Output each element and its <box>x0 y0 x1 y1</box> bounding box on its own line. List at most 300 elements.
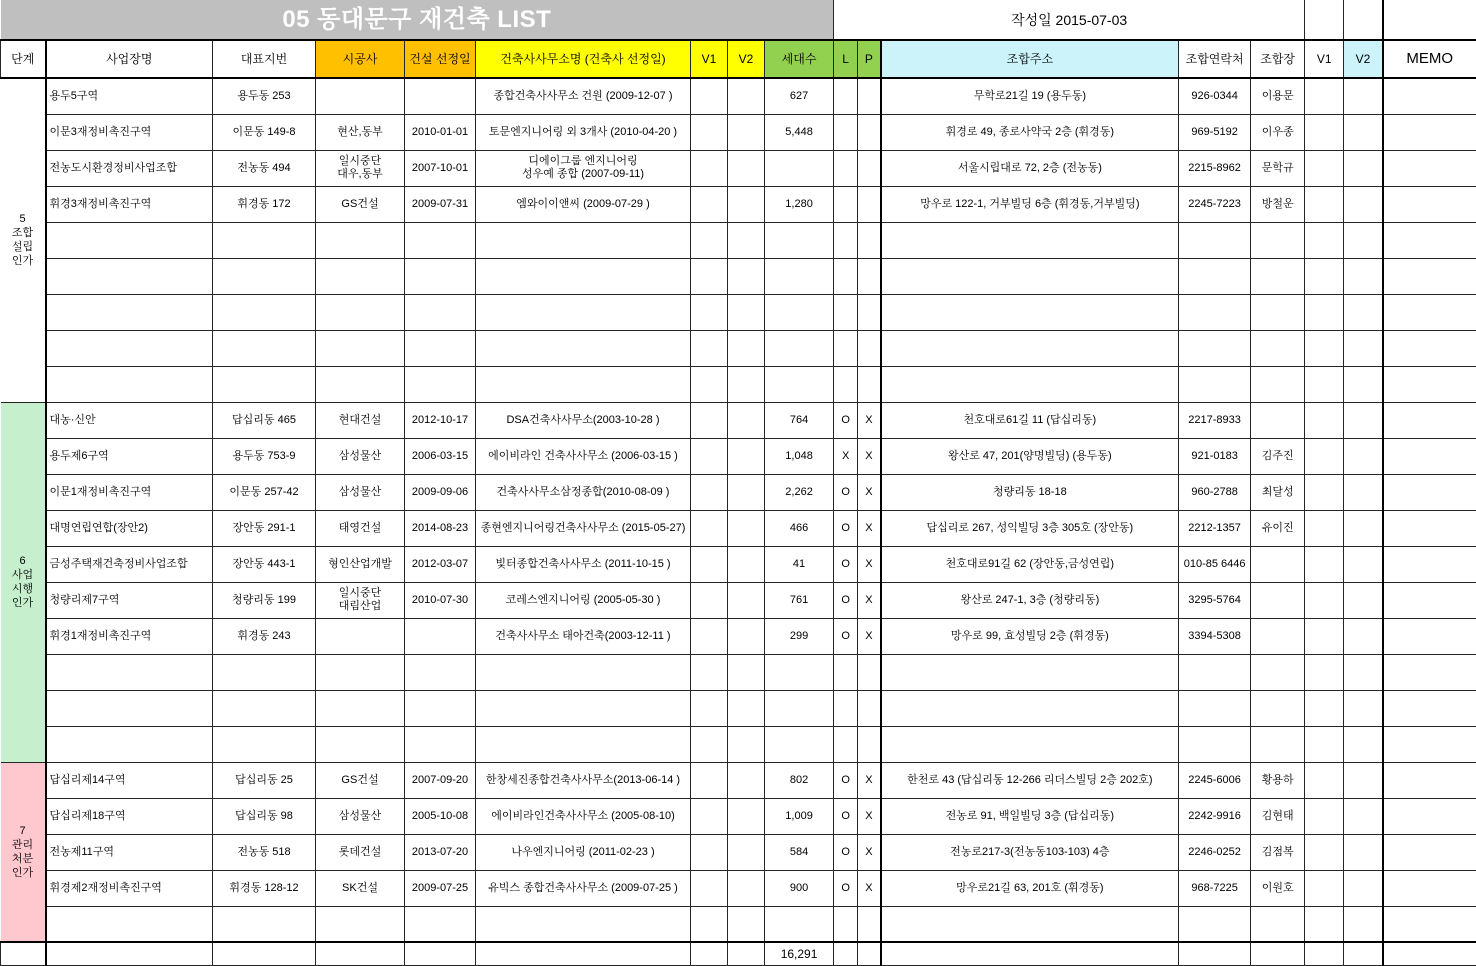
households-cell[interactable] <box>765 150 834 186</box>
households-cell[interactable] <box>765 906 834 942</box>
lot-number-cell[interactable] <box>213 330 316 366</box>
households-cell[interactable]: 627 <box>765 78 834 114</box>
v2-cell[interactable] <box>728 438 765 474</box>
lot-number-cell[interactable] <box>213 294 316 330</box>
lot-number-cell[interactable]: 전농동 494 <box>213 150 316 186</box>
union-phone-cell[interactable]: 2212-1357 <box>1179 510 1251 546</box>
contractor-cell[interactable]: 태영건설 <box>316 510 405 546</box>
union-address-cell[interactable]: 무학로21길 19 (용두동) <box>881 78 1179 114</box>
households-cell[interactable]: 761 <box>765 582 834 618</box>
v2-status-cell[interactable] <box>1344 114 1383 150</box>
p-flag-cell[interactable]: X <box>858 402 881 438</box>
memo-cell[interactable] <box>1383 654 1476 690</box>
v1-cell[interactable] <box>691 222 728 258</box>
title-row-empty-cell[interactable] <box>1344 0 1383 40</box>
project-name-cell[interactable] <box>46 222 213 258</box>
union-chairman-cell[interactable]: 이용문 <box>1251 78 1305 114</box>
union-address-cell[interactable]: 망우로21길 63, 201호 (휘경동) <box>881 870 1179 906</box>
memo-cell[interactable] <box>1383 150 1476 186</box>
v2-cell[interactable] <box>728 186 765 222</box>
project-name-cell[interactable] <box>46 258 213 294</box>
v1-status-cell[interactable] <box>1305 690 1344 726</box>
architect-office-cell[interactable]: 종합건축사사무소 건원 (2009-12-07 ) <box>476 78 691 114</box>
architect-office-cell[interactable]: DSA건축사사무소(2003-10-28 ) <box>476 402 691 438</box>
v2-status-cell[interactable] <box>1344 510 1383 546</box>
l-flag-cell[interactable]: X <box>834 438 858 474</box>
memo-cell[interactable] <box>1383 402 1476 438</box>
title-row-empty-cell[interactable] <box>1383 0 1476 40</box>
p-flag-cell[interactable]: X <box>858 474 881 510</box>
header-contractor-date[interactable]: 건설 선정일 <box>405 40 476 78</box>
architect-office-cell[interactable] <box>476 726 691 762</box>
contractor-date-cell[interactable] <box>405 78 476 114</box>
project-name-cell[interactable]: 휘경3재정비촉진구역 <box>46 186 213 222</box>
total-row-empty-cell[interactable] <box>1251 942 1305 965</box>
v2-status-cell[interactable] <box>1344 474 1383 510</box>
v2-cell[interactable] <box>728 834 765 870</box>
union-phone-cell[interactable] <box>1179 906 1251 942</box>
architect-office-cell[interactable]: 토문엔지니어링 외 3개사 (2010-04-20 ) <box>476 114 691 150</box>
union-chairman-cell[interactable]: 유이진 <box>1251 510 1305 546</box>
union-address-cell[interactable]: 전농로217-3(전농동103-103) 4층 <box>881 834 1179 870</box>
v1-cell[interactable] <box>691 582 728 618</box>
households-total[interactable]: 16,291 <box>765 942 834 965</box>
contractor-cell[interactable] <box>316 294 405 330</box>
v2-status-cell[interactable] <box>1344 438 1383 474</box>
contractor-cell[interactable] <box>316 258 405 294</box>
contractor-cell[interactable] <box>316 618 405 654</box>
v1-cell[interactable] <box>691 78 728 114</box>
architect-office-cell[interactable]: 종현엔지니어링건축사사무소 (2015-05-27) <box>476 510 691 546</box>
union-address-cell[interactable] <box>881 654 1179 690</box>
v1-cell[interactable] <box>691 402 728 438</box>
union-phone-cell[interactable]: 3295-5764 <box>1179 582 1251 618</box>
union-address-cell[interactable]: 서울시립대로 72, 2층 (전농동) <box>881 150 1179 186</box>
total-row-empty-cell[interactable] <box>1305 942 1344 965</box>
v2-cell[interactable] <box>728 546 765 582</box>
v1-cell[interactable] <box>691 114 728 150</box>
v2-status-cell[interactable] <box>1344 150 1383 186</box>
header-v1-status[interactable]: V1 <box>1305 40 1344 78</box>
l-flag-cell[interactable]: O <box>834 618 858 654</box>
v2-status-cell[interactable] <box>1344 762 1383 798</box>
union-phone-cell[interactable]: 2242-9916 <box>1179 798 1251 834</box>
households-cell[interactable]: 5,448 <box>765 114 834 150</box>
union-phone-cell[interactable] <box>1179 726 1251 762</box>
contractor-date-cell[interactable]: 2013-07-20 <box>405 834 476 870</box>
v1-status-cell[interactable] <box>1305 726 1344 762</box>
v2-cell[interactable] <box>728 582 765 618</box>
project-name-cell[interactable]: 용두5구역 <box>46 78 213 114</box>
p-flag-cell[interactable] <box>858 330 881 366</box>
union-phone-cell[interactable]: 969-5192 <box>1179 114 1251 150</box>
v2-cell[interactable] <box>728 78 765 114</box>
p-flag-cell[interactable]: X <box>858 510 881 546</box>
v1-status-cell[interactable] <box>1305 654 1344 690</box>
lot-number-cell[interactable]: 전농동 518 <box>213 834 316 870</box>
v1-cell[interactable] <box>691 510 728 546</box>
v2-status-cell[interactable] <box>1344 870 1383 906</box>
union-chairman-cell[interactable]: 김주진 <box>1251 438 1305 474</box>
l-flag-cell[interactable]: O <box>834 546 858 582</box>
union-phone-cell[interactable] <box>1179 258 1251 294</box>
households-cell[interactable]: 41 <box>765 546 834 582</box>
v2-cell[interactable] <box>728 870 765 906</box>
union-address-cell[interactable] <box>881 222 1179 258</box>
p-flag-cell[interactable] <box>858 726 881 762</box>
l-flag-cell[interactable] <box>834 150 858 186</box>
architect-office-cell[interactable]: 엠와이이앤씨 (2009-07-29 ) <box>476 186 691 222</box>
v1-cell[interactable] <box>691 330 728 366</box>
union-phone-cell[interactable]: 960-2788 <box>1179 474 1251 510</box>
v2-cell[interactable] <box>728 618 765 654</box>
l-flag-cell[interactable]: O <box>834 474 858 510</box>
v1-cell[interactable] <box>691 258 728 294</box>
project-name-cell[interactable]: 대명연립연합(장안2) <box>46 510 213 546</box>
project-name-cell[interactable] <box>46 330 213 366</box>
v2-cell[interactable] <box>728 366 765 402</box>
v1-status-cell[interactable] <box>1305 402 1344 438</box>
architect-office-cell[interactable]: 건축사사무소삼정종합(2010-08-09 ) <box>476 474 691 510</box>
stage-cell[interactable]: 7 관리 처분 인가 <box>1 762 46 942</box>
contractor-date-cell[interactable] <box>405 366 476 402</box>
l-flag-cell[interactable]: O <box>834 402 858 438</box>
memo-cell[interactable] <box>1383 330 1476 366</box>
v2-cell[interactable] <box>728 690 765 726</box>
l-flag-cell[interactable] <box>834 294 858 330</box>
contractor-cell[interactable]: 삼성물산 <box>316 798 405 834</box>
v1-cell[interactable] <box>691 186 728 222</box>
union-chairman-cell[interactable]: 최달성 <box>1251 474 1305 510</box>
v2-cell[interactable] <box>728 222 765 258</box>
v1-status-cell[interactable] <box>1305 834 1344 870</box>
v1-status-cell[interactable] <box>1305 546 1344 582</box>
architect-office-cell[interactable] <box>476 330 691 366</box>
p-flag-cell[interactable]: X <box>858 438 881 474</box>
union-phone-cell[interactable]: 2245-7223 <box>1179 186 1251 222</box>
l-flag-cell[interactable] <box>834 654 858 690</box>
contractor-cell[interactable]: GS건설 <box>316 762 405 798</box>
v1-status-cell[interactable] <box>1305 294 1344 330</box>
lot-number-cell[interactable]: 이문동 149-8 <box>213 114 316 150</box>
total-row-empty-cell[interactable] <box>834 942 858 965</box>
v2-cell[interactable] <box>728 654 765 690</box>
lot-number-cell[interactable] <box>213 690 316 726</box>
project-name-cell[interactable]: 이문1재정비촉진구역 <box>46 474 213 510</box>
union-phone-cell[interactable]: 968-7225 <box>1179 870 1251 906</box>
memo-cell[interactable] <box>1383 294 1476 330</box>
contractor-cell[interactable]: 삼성물산 <box>316 438 405 474</box>
project-name-cell[interactable] <box>46 726 213 762</box>
households-cell[interactable]: 2,262 <box>765 474 834 510</box>
memo-cell[interactable] <box>1383 474 1476 510</box>
header-contractor[interactable]: 시공사 <box>316 40 405 78</box>
contractor-cell[interactable]: 일시중단 대림산업 <box>316 582 405 618</box>
contractor-date-cell[interactable]: 2009-07-25 <box>405 870 476 906</box>
v2-status-cell[interactable] <box>1344 654 1383 690</box>
lot-number-cell[interactable] <box>213 222 316 258</box>
contractor-date-cell[interactable] <box>405 618 476 654</box>
project-name-cell[interactable]: 용두제6구역 <box>46 438 213 474</box>
total-row-empty-cell[interactable] <box>213 942 316 965</box>
union-chairman-cell[interactable] <box>1251 402 1305 438</box>
contractor-date-cell[interactable]: 2010-07-30 <box>405 582 476 618</box>
p-flag-cell[interactable] <box>858 906 881 942</box>
l-flag-cell[interactable] <box>834 222 858 258</box>
l-flag-cell[interactable] <box>834 690 858 726</box>
header-union-chairman[interactable]: 조합장 <box>1251 40 1305 78</box>
header-p[interactable]: P <box>858 40 881 78</box>
memo-cell[interactable] <box>1383 366 1476 402</box>
union-address-cell[interactable]: 망우로 122-1, 거부빌딩 6층 (휘경동,거부빌딩) <box>881 186 1179 222</box>
v2-cell[interactable] <box>728 726 765 762</box>
union-address-cell[interactable]: 망우로 99, 효성빌딩 2층 (휘경동) <box>881 618 1179 654</box>
union-chairman-cell[interactable]: 황용하 <box>1251 762 1305 798</box>
contractor-date-cell[interactable] <box>405 294 476 330</box>
header-architect-office[interactable]: 건축사사무소명 (건축사 선정일) <box>476 40 691 78</box>
v1-status-cell[interactable] <box>1305 114 1344 150</box>
p-flag-cell[interactable] <box>858 78 881 114</box>
union-chairman-cell[interactable]: 문학규 <box>1251 150 1305 186</box>
p-flag-cell[interactable]: X <box>858 618 881 654</box>
union-chairman-cell[interactable] <box>1251 222 1305 258</box>
union-address-cell[interactable] <box>881 366 1179 402</box>
l-flag-cell[interactable] <box>834 330 858 366</box>
architect-office-cell[interactable]: 건축사사무소 태아건축(2003-12-11 ) <box>476 618 691 654</box>
contractor-date-cell[interactable]: 2007-09-20 <box>405 762 476 798</box>
contractor-cell[interactable]: 일시중단 대우,동부 <box>316 150 405 186</box>
v1-status-cell[interactable] <box>1305 870 1344 906</box>
project-name-cell[interactable] <box>46 906 213 942</box>
union-chairman-cell[interactable] <box>1251 618 1305 654</box>
total-row-empty-cell[interactable] <box>476 942 691 965</box>
project-name-cell[interactable]: 전농제11구역 <box>46 834 213 870</box>
project-name-cell[interactable] <box>46 366 213 402</box>
union-chairman-cell[interactable]: 이원호 <box>1251 870 1305 906</box>
l-flag-cell[interactable]: O <box>834 582 858 618</box>
lot-number-cell[interactable]: 휘경동 128-12 <box>213 870 316 906</box>
l-flag-cell[interactable]: O <box>834 834 858 870</box>
v2-status-cell[interactable] <box>1344 690 1383 726</box>
union-chairman-cell[interactable] <box>1251 258 1305 294</box>
union-address-cell[interactable]: 왕산로 47, 201(양명빌딩) (용두동) <box>881 438 1179 474</box>
lot-number-cell[interactable]: 답십리동 25 <box>213 762 316 798</box>
union-address-cell[interactable] <box>881 330 1179 366</box>
lot-number-cell[interactable]: 용두동 753-9 <box>213 438 316 474</box>
contractor-date-cell[interactable]: 2005-10-08 <box>405 798 476 834</box>
lot-number-cell[interactable] <box>213 258 316 294</box>
architect-office-cell[interactable]: 빛터종합건축사사무소 (2011-10-15 ) <box>476 546 691 582</box>
v2-status-cell[interactable] <box>1344 618 1383 654</box>
v2-cell[interactable] <box>728 258 765 294</box>
v1-status-cell[interactable] <box>1305 798 1344 834</box>
contractor-cell[interactable] <box>316 78 405 114</box>
total-row-empty-cell[interactable] <box>316 942 405 965</box>
contractor-cell[interactable] <box>316 366 405 402</box>
lot-number-cell[interactable]: 휘경동 172 <box>213 186 316 222</box>
union-address-cell[interactable]: 천호대로91길 62 (장안동,금성연립) <box>881 546 1179 582</box>
union-phone-cell[interactable]: 926-0344 <box>1179 78 1251 114</box>
contractor-date-cell[interactable]: 2009-07-31 <box>405 186 476 222</box>
contractor-cell[interactable] <box>316 654 405 690</box>
households-cell[interactable] <box>765 726 834 762</box>
header-union-phone[interactable]: 조합연락처 <box>1179 40 1251 78</box>
union-phone-cell[interactable] <box>1179 366 1251 402</box>
v1-status-cell[interactable] <box>1305 474 1344 510</box>
households-cell[interactable]: 1,280 <box>765 186 834 222</box>
union-phone-cell[interactable] <box>1179 690 1251 726</box>
contractor-cell[interactable] <box>316 222 405 258</box>
lot-number-cell[interactable]: 답십리동 465 <box>213 402 316 438</box>
households-cell[interactable]: 584 <box>765 834 834 870</box>
total-row-empty-cell[interactable] <box>405 942 476 965</box>
v1-cell[interactable] <box>691 438 728 474</box>
v1-cell[interactable] <box>691 474 728 510</box>
architect-office-cell[interactable]: 코레스엔지니어링 (2005-05-30 ) <box>476 582 691 618</box>
l-flag-cell[interactable] <box>834 186 858 222</box>
v1-status-cell[interactable] <box>1305 78 1344 114</box>
memo-cell[interactable] <box>1383 690 1476 726</box>
total-row-empty-cell[interactable] <box>1 942 46 965</box>
union-phone-cell[interactable]: 2215-8962 <box>1179 150 1251 186</box>
v1-cell[interactable] <box>691 654 728 690</box>
p-flag-cell[interactable] <box>858 258 881 294</box>
v1-cell[interactable] <box>691 294 728 330</box>
memo-cell[interactable] <box>1383 78 1476 114</box>
header-lot-number[interactable]: 대표지번 <box>213 40 316 78</box>
architect-office-cell[interactable] <box>476 258 691 294</box>
union-phone-cell[interactable] <box>1179 294 1251 330</box>
project-name-cell[interactable]: 답십리제14구역 <box>46 762 213 798</box>
households-cell[interactable]: 466 <box>765 510 834 546</box>
v1-status-cell[interactable] <box>1305 186 1344 222</box>
architect-office-cell[interactable]: 에이비라인 건축사사무소 (2006-03-15 ) <box>476 438 691 474</box>
p-flag-cell[interactable] <box>858 294 881 330</box>
l-flag-cell[interactable] <box>834 906 858 942</box>
v2-status-cell[interactable] <box>1344 726 1383 762</box>
memo-cell[interactable] <box>1383 762 1476 798</box>
p-flag-cell[interactable]: X <box>858 834 881 870</box>
header-v2-status[interactable]: V2 <box>1344 40 1383 78</box>
p-flag-cell[interactable] <box>858 150 881 186</box>
total-row-empty-cell[interactable] <box>46 942 213 965</box>
union-chairman-cell[interactable] <box>1251 726 1305 762</box>
v2-status-cell[interactable] <box>1344 258 1383 294</box>
v1-status-cell[interactable] <box>1305 150 1344 186</box>
l-flag-cell[interactable] <box>834 366 858 402</box>
total-row-empty-cell[interactable] <box>691 942 728 965</box>
v2-cell[interactable] <box>728 294 765 330</box>
stage-cell[interactable]: 5 조합 설립 인가 <box>1 78 46 402</box>
l-flag-cell[interactable]: O <box>834 510 858 546</box>
v1-status-cell[interactable] <box>1305 618 1344 654</box>
architect-office-cell[interactable] <box>476 906 691 942</box>
v1-status-cell[interactable] <box>1305 510 1344 546</box>
v2-cell[interactable] <box>728 762 765 798</box>
union-phone-cell[interactable]: 010-85 6446 <box>1179 546 1251 582</box>
contractor-date-cell[interactable] <box>405 654 476 690</box>
v2-cell[interactable] <box>728 510 765 546</box>
contractor-date-cell[interactable] <box>405 222 476 258</box>
l-flag-cell[interactable] <box>834 114 858 150</box>
union-phone-cell[interactable]: 2217-8933 <box>1179 402 1251 438</box>
lot-number-cell[interactable]: 장안동 443-1 <box>213 546 316 582</box>
lot-number-cell[interactable]: 장안동 291-1 <box>213 510 316 546</box>
v2-status-cell[interactable] <box>1344 222 1383 258</box>
contractor-date-cell[interactable]: 2006-03-15 <box>405 438 476 474</box>
project-name-cell[interactable]: 전농도시환경정비사업조합 <box>46 150 213 186</box>
project-name-cell[interactable]: 이문3재정비촉진구역 <box>46 114 213 150</box>
households-cell[interactable] <box>765 690 834 726</box>
contractor-date-cell[interactable] <box>405 258 476 294</box>
union-chairman-cell[interactable] <box>1251 690 1305 726</box>
union-address-cell[interactable] <box>881 258 1179 294</box>
project-name-cell[interactable]: 대농·신안 <box>46 402 213 438</box>
v1-cell[interactable] <box>691 150 728 186</box>
lot-number-cell[interactable] <box>213 726 316 762</box>
contractor-date-cell[interactable]: 2012-03-07 <box>405 546 476 582</box>
households-cell[interactable]: 1,048 <box>765 438 834 474</box>
l-flag-cell[interactable]: O <box>834 762 858 798</box>
union-phone-cell[interactable]: 2245-6006 <box>1179 762 1251 798</box>
header-union-address[interactable]: 조합주소 <box>881 40 1179 78</box>
lot-number-cell[interactable]: 청량리동 199 <box>213 582 316 618</box>
p-flag-cell[interactable]: X <box>858 798 881 834</box>
l-flag-cell[interactable] <box>834 258 858 294</box>
households-cell[interactable] <box>765 294 834 330</box>
contractor-cell[interactable]: 현산,동부 <box>316 114 405 150</box>
v2-status-cell[interactable] <box>1344 186 1383 222</box>
p-flag-cell[interactable]: X <box>858 546 881 582</box>
v1-status-cell[interactable] <box>1305 366 1344 402</box>
v2-cell[interactable] <box>728 402 765 438</box>
memo-cell[interactable] <box>1383 510 1476 546</box>
lot-number-cell[interactable]: 휘경동 243 <box>213 618 316 654</box>
households-cell[interactable] <box>765 330 834 366</box>
v1-status-cell[interactable] <box>1305 906 1344 942</box>
v1-cell[interactable] <box>691 906 728 942</box>
union-phone-cell[interactable]: 921-0183 <box>1179 438 1251 474</box>
architect-office-cell[interactable] <box>476 690 691 726</box>
households-cell[interactable] <box>765 222 834 258</box>
union-address-cell[interactable] <box>881 726 1179 762</box>
union-chairman-cell[interactable]: 김현태 <box>1251 798 1305 834</box>
v1-status-cell[interactable] <box>1305 438 1344 474</box>
architect-office-cell[interactable]: 한창세진종합건축사사무소(2013-06-14 ) <box>476 762 691 798</box>
v2-status-cell[interactable] <box>1344 78 1383 114</box>
v1-cell[interactable] <box>691 366 728 402</box>
sheet-title[interactable]: 05 동대문구 재건축 LIST <box>1 0 834 40</box>
union-chairman-cell[interactable] <box>1251 906 1305 942</box>
v1-cell[interactable] <box>691 870 728 906</box>
l-flag-cell[interactable]: O <box>834 798 858 834</box>
l-flag-cell[interactable] <box>834 78 858 114</box>
lot-number-cell[interactable]: 이문동 257-42 <box>213 474 316 510</box>
memo-cell[interactable] <box>1383 834 1476 870</box>
households-cell[interactable]: 764 <box>765 402 834 438</box>
p-flag-cell[interactable] <box>858 222 881 258</box>
v1-cell[interactable] <box>691 726 728 762</box>
contractor-cell[interactable]: 롯데건설 <box>316 834 405 870</box>
memo-cell[interactable] <box>1383 726 1476 762</box>
project-name-cell[interactable]: 휘경제2재정비촉진구역 <box>46 870 213 906</box>
project-name-cell[interactable] <box>46 654 213 690</box>
union-phone-cell[interactable] <box>1179 222 1251 258</box>
union-chairman-cell[interactable] <box>1251 330 1305 366</box>
contractor-date-cell[interactable]: 2010-01-01 <box>405 114 476 150</box>
l-flag-cell[interactable] <box>834 726 858 762</box>
v1-cell[interactable] <box>691 546 728 582</box>
